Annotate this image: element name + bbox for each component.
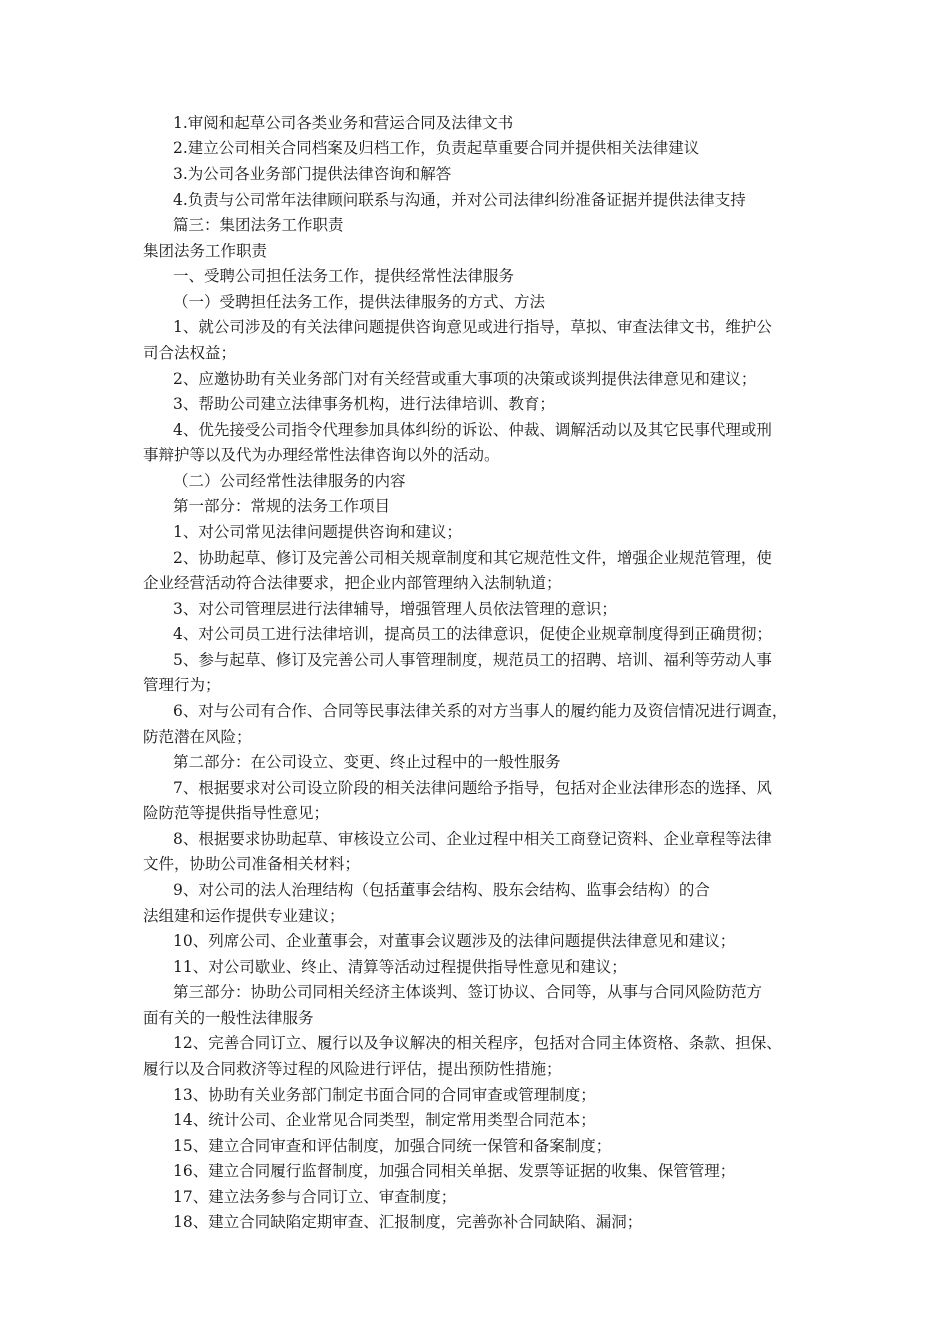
text-line: 2.建立公司相关合同档案及归档工作，负责起草重要合同并提供相关法律建议 (173, 139, 700, 157)
text-line: 9、对公司的法人治理结构（包括董事会结构、股东会结构、监事会结构）的合 (173, 881, 710, 899)
text-line: 18、建立合同缺陷定期审查、汇报制度，完善弥补合同缺陷、漏洞； (173, 1213, 643, 1231)
text-line: 防范潜在风险； (143, 728, 252, 746)
text-line: （二）公司经常性法律服务的内容 (173, 472, 406, 490)
text-line: 3.为公司各业务部门提供法律咨询和解答 (173, 165, 452, 183)
text-line: 17、建立法务参与合同订立、审查制度； (173, 1188, 457, 1206)
text-line: 14、统计公司、企业常见合同类型，制定常用类型合同范本； (173, 1111, 596, 1129)
document-title: 集团法务工作职责 (143, 242, 268, 260)
text-line: 第三部分：协助公司同相关经济主体谈判、签订协议、合同等，从事与合同风险防范方 (173, 983, 763, 1001)
text-line: 面有关的一般性法律服务 (143, 1009, 314, 1027)
text-line: 2、应邀协助有关业务部门对有关经营或重大事项的决策或谈判提供法律意见和建议； (173, 370, 757, 388)
text-line: 管理行为； (143, 676, 221, 694)
section-heading: 篇三：集团法务工作职责 (173, 216, 344, 234)
text-line: 15、建立合同审查和评估制度，加强合同统一保管和备案制度； (173, 1137, 612, 1155)
text-line: 11、对公司歇业、终止、清算等活动过程提供指导性意见和建议； (173, 958, 627, 976)
text-line: 8、根据要求协助起草、审核设立公司、企业过程中相关工商登记资料、企业章程等法律 (173, 830, 772, 848)
text-line: 4、对公司员工进行法律培训，提高员工的法律意识，促使企业规章制度得到正确贯彻； (173, 625, 772, 643)
text-line: 1、对公司常见法律问题提供咨询和建议； (173, 523, 462, 541)
text-line: 第一部分：常规的法务工作项目 (173, 497, 391, 515)
text-line: 1、就公司涉及的有关法律问题提供咨询意见或进行指导，草拟、审查法律文书，维护公 (173, 318, 772, 336)
text-line: 5、参与起草、修订及完善公司人事管理制度，规范员工的招聘、培训、福利等劳动人事 (173, 651, 772, 669)
text-line: （一）受聘担任法务工作，提供法律服务的方式、方法 (173, 293, 546, 311)
text-line: 企业经营活动符合法律要求，把企业内部管理纳入法制轨道； (143, 574, 562, 592)
text-line: 7、根据要求对公司设立阶段的相关法律问题给予指导，包括对企业法律形态的选择、风 (173, 779, 772, 797)
text-line: 10、列席公司、企业董事会，对董事会议题涉及的法律问题提供法律意见和建议； (173, 932, 736, 950)
text-line: 6、对与公司有合作、合同等民事法律关系的对方当事人的履约能力及资信情况进行调查， (173, 702, 788, 720)
text-line: 4、优先接受公司指令代理参加具体纠纷的诉讼、仲裁、调解活动以及其它民事代理或刑 (173, 421, 772, 439)
text-line: 13、协助有关业务部门制定书面合同的合同审查或管理制度； (173, 1086, 596, 1104)
text-line: 12、完善合同订立、履行以及争议解决的相关程序，包括对合同主体资格、条款、担保、 (173, 1034, 782, 1052)
text-line: 司合法权益； (143, 344, 237, 362)
text-line: 4.负责与公司常年法律顾问联系与沟通，并对公司法律纠纷准备证据并提供法律支持 (173, 191, 746, 209)
text-line: 履行以及合同救济等过程的风险进行评估，提出预防性措施； (143, 1060, 562, 1078)
text-line: 3、帮助公司建立法律事务机构，进行法律培训、教育； (173, 395, 555, 413)
text-line: 险防范等提供指导性意见； (143, 804, 330, 822)
text-line: 第二部分：在公司设立、变更、终止过程中的一般性服务 (173, 753, 561, 771)
text-line: 16、建立合同履行监督制度，加强合同相关单据、发票等证据的收集、保管管理； (173, 1162, 736, 1180)
text-line: 法组建和运作提供专业建议； (143, 907, 345, 925)
text-line: 1.审阅和起草公司各类业务和营运合同及法律文书 (173, 114, 514, 132)
text-line: 一、受聘公司担任法务工作，提供经常性法律服务 (173, 267, 515, 285)
text-line: 文件，协助公司准备相关材料； (143, 855, 361, 873)
text-line: 事辩护等以及代为办理经常性法律咨询以外的活动。 (143, 446, 500, 464)
text-line: 2、协助起草、修订及完善公司相关规章制度和其它规范性文件，增强企业规范管理，使 (173, 549, 772, 567)
text-line: 3、对公司管理层进行法律辅导，增强管理人员依法管理的意识； (173, 600, 617, 618)
